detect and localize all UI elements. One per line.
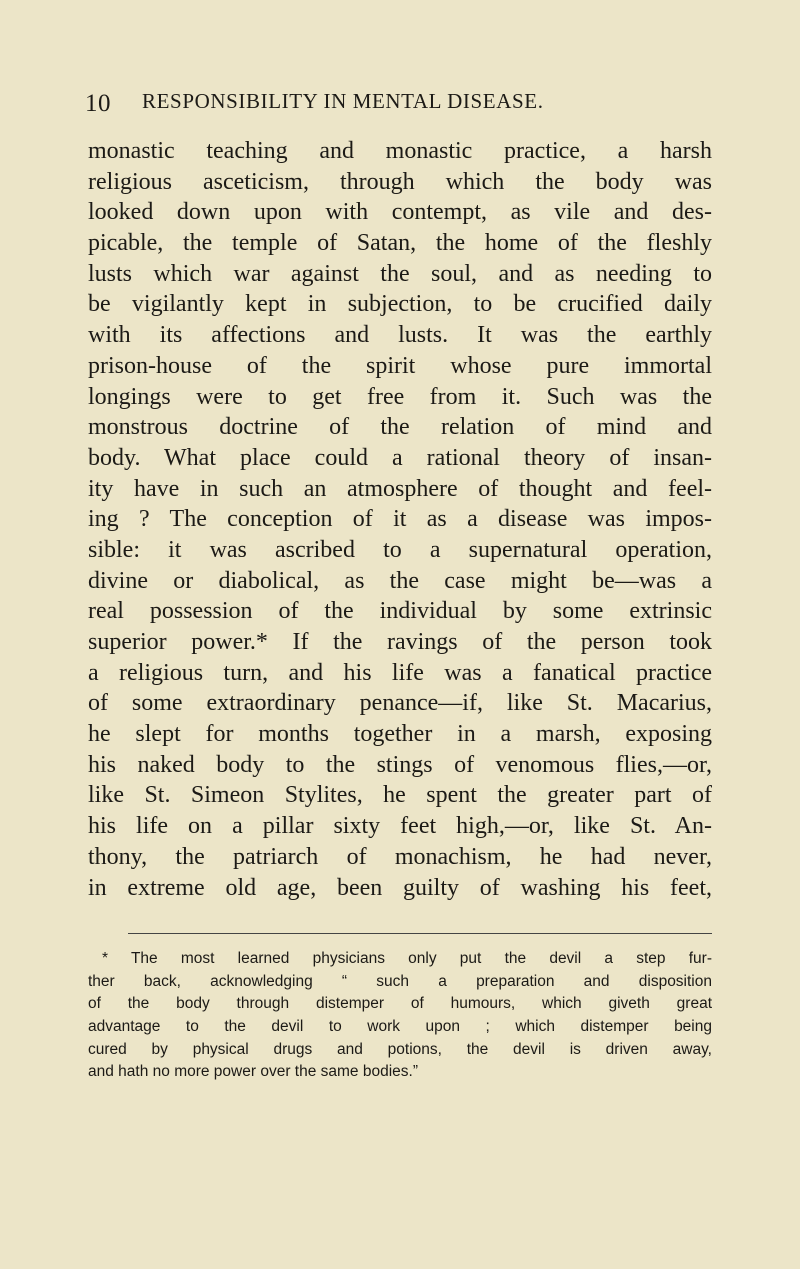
text-line: prison-house of the spirit whose pure immortal	[88, 352, 712, 379]
page-number: 10	[85, 90, 111, 117]
text-line: with its affections and lusts. It was the earthly	[88, 322, 712, 349]
text-line: he slept for months together in a marsh, exposing	[88, 721, 712, 748]
footnote-line: ther back, acknowledging “ such a preparation and disposition	[88, 972, 712, 990]
text-line: in extreme old age, been guilty of washing his feet,	[88, 874, 712, 901]
footnote-line: advantage to the devil to work upon ; which distemper being	[88, 1017, 712, 1035]
text-line: his life on a pillar sixty feet high,—or, like St. An-	[88, 813, 712, 840]
text-line: monstrous doctrine of the relation of mind and	[88, 414, 712, 441]
footnote-divider	[128, 933, 712, 934]
text-line: a religious turn, and his life was a fanatical practice	[88, 659, 712, 686]
text-line: sible: it was ascribed to a supernatural operation,	[88, 536, 712, 563]
text-line: lusts which war against the soul, and as needing to	[88, 260, 712, 287]
text-line: looked down upon with contempt, as vile and des-	[88, 199, 712, 226]
footnote-line: of the body through distemper of humours, which giveth great	[88, 995, 712, 1013]
footnote-line: and hath no more power over the same bodies.”	[88, 1063, 418, 1081]
text-line: longings were to get free from it. Such was the	[88, 383, 712, 410]
text-line: religious asceticism, through which the body was	[88, 168, 712, 195]
footnote-line: cured by physical drugs and potions, the devil is driven away,	[88, 1040, 712, 1058]
footnote-line: * The most learned physicians only put the devil a step fur-	[102, 950, 712, 968]
text-line: of some extraordinary penance—if, like St. Macarius,	[88, 690, 712, 717]
text-line: be vigilantly kept in subjection, to be crucified daily	[88, 291, 712, 318]
footnote	[88, 948, 712, 1084]
text-line: picable, the temple of Satan, the home of the fleshly	[88, 230, 712, 257]
text-line: superior power.* If the ravings of the person took	[88, 629, 712, 655]
text-line: thony, the patriarch of monachism, he had never,	[88, 843, 712, 870]
page-header	[85, 86, 712, 126]
text-line: monastic teaching and monastic practice, a harsh	[88, 138, 712, 164]
text-line: like St. Simeon Stylites, he spent the greater part of	[88, 782, 712, 809]
text-line: ing ? The conception of it as a disease was impos-	[88, 506, 712, 533]
text-line: divine or diabolical, as the case might be—was a	[88, 567, 712, 594]
body-text	[88, 136, 712, 903]
text-line: real possession of the individual by some extrinsic	[88, 598, 712, 625]
running-title: RESPONSIBILITY IN MENTAL DISEASE.	[142, 89, 544, 113]
text-line: ity have in such an atmosphere of thought and feel-	[88, 475, 712, 502]
text-line: body. What place could a rational theory of insan-	[88, 444, 712, 471]
text-line: his naked body to the stings of venomous flies,—or,	[88, 751, 712, 778]
book-page	[85, 86, 712, 1084]
